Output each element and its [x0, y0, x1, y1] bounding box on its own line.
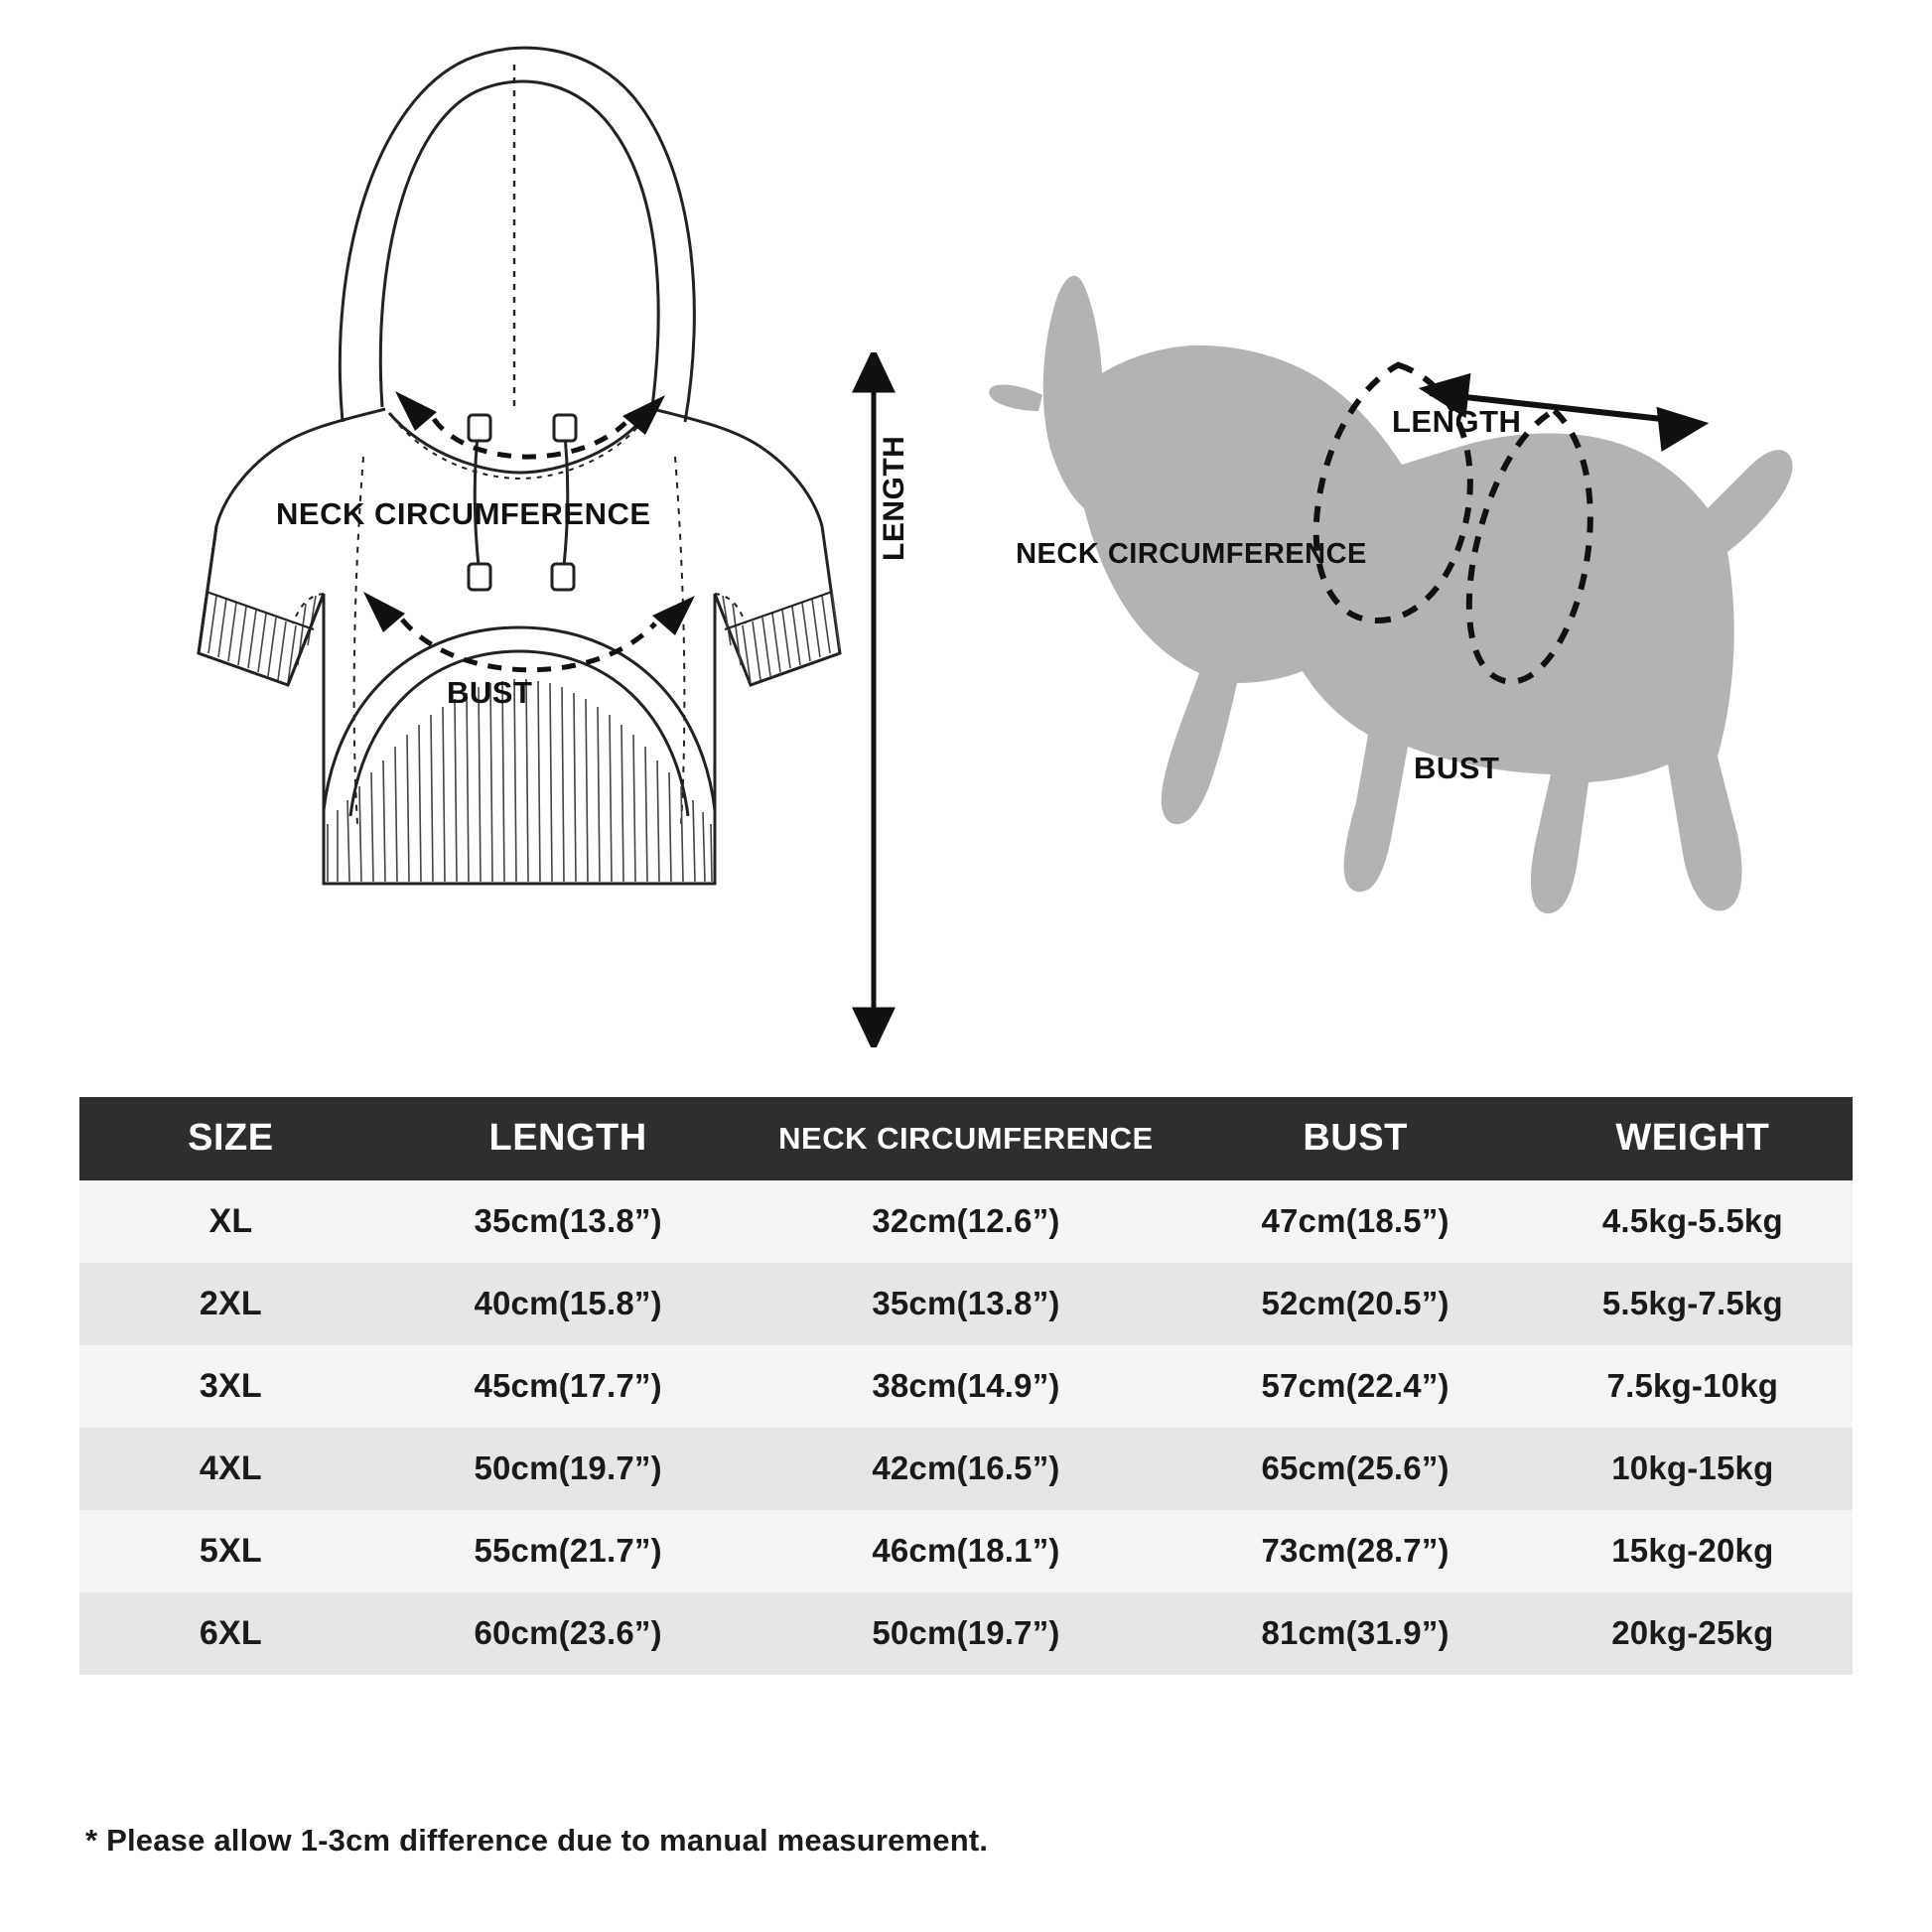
cell-neck: 50cm(19.7”): [754, 1592, 1177, 1675]
hoodie-diagram: [129, 30, 903, 1052]
cell-length: 45cm(17.7”): [382, 1345, 755, 1428]
cell-weight: 20kg-25kg: [1533, 1592, 1853, 1675]
cell-weight: 4.5kg-5.5kg: [1533, 1180, 1853, 1263]
label-neck-circumference-hoodie: NECK CIRCUMFERENCE: [276, 496, 651, 531]
label-bust-dog: BUST: [1414, 751, 1500, 785]
header-size: SIZE: [79, 1097, 382, 1180]
neck-measure-line: [434, 419, 625, 457]
table-row: [79, 1263, 1853, 1345]
cell-neck: 46cm(18.1”): [754, 1510, 1177, 1592]
table-row: [79, 1592, 1853, 1675]
cell-size: 2XL: [79, 1263, 382, 1345]
table-header: [79, 1097, 1853, 1180]
label-length-hoodie: LENGTH: [878, 435, 910, 561]
label-neck-circumference-dog: NECK CIRCUMFERENCE: [1016, 538, 1367, 570]
hoodie-illustration: [129, 30, 903, 1052]
table-row: [79, 1180, 1853, 1263]
measurement-footnote: * Please allow 1-3cm difference due to manual measurement.: [85, 1823, 989, 1858]
label-bust-hoodie: BUST: [447, 675, 533, 710]
cell-bust: 47cm(18.5”): [1178, 1180, 1533, 1263]
cell-bust: 57cm(22.4”): [1178, 1345, 1533, 1428]
header-length: LENGTH: [382, 1097, 755, 1180]
cell-length: 50cm(19.7”): [382, 1428, 755, 1510]
table-row: [79, 1428, 1853, 1510]
cell-length: 55cm(21.7”): [382, 1510, 755, 1592]
dog-diagram: [943, 199, 1857, 1023]
table-header-row: [79, 1097, 1853, 1180]
cell-size: XL: [79, 1180, 382, 1263]
size-chart-table: [79, 1097, 1853, 1675]
header-bust: BUST: [1178, 1097, 1533, 1180]
cell-size: 3XL: [79, 1345, 382, 1428]
cell-bust: 65cm(25.6”): [1178, 1428, 1533, 1510]
cell-bust: 73cm(28.7”): [1178, 1510, 1533, 1592]
cell-weight: 10kg-15kg: [1533, 1428, 1853, 1510]
label-length-dog: LENGTH: [1392, 404, 1522, 439]
cell-length: 40cm(15.8”): [382, 1263, 755, 1345]
table-row: [79, 1510, 1853, 1592]
cell-weight: 15kg-20kg: [1533, 1510, 1853, 1592]
cell-length: 35cm(13.8”): [382, 1180, 755, 1263]
cell-neck: 32cm(12.6”): [754, 1180, 1177, 1263]
cell-neck: 35cm(13.8”): [754, 1263, 1177, 1345]
cell-size: 5XL: [79, 1510, 382, 1592]
cell-weight: 7.5kg-10kg: [1533, 1345, 1853, 1428]
cell-neck: 38cm(14.9”): [754, 1345, 1177, 1428]
dog-illustration: [943, 199, 1857, 1023]
cell-size: 4XL: [79, 1428, 382, 1510]
cell-weight: 5.5kg-7.5kg: [1533, 1263, 1853, 1345]
table-body: [79, 1180, 1853, 1675]
header-weight: WEIGHT: [1533, 1097, 1853, 1180]
cell-neck: 42cm(16.5”): [754, 1428, 1177, 1510]
cell-length: 60cm(23.6”): [382, 1592, 755, 1675]
cell-bust: 81cm(31.9”): [1178, 1592, 1533, 1675]
cell-bust: 52cm(20.5”): [1178, 1263, 1533, 1345]
table-row: [79, 1345, 1853, 1428]
cell-size: 6XL: [79, 1592, 382, 1675]
header-neck-circumference: NECK CIRCUMFERENCE: [754, 1097, 1177, 1180]
